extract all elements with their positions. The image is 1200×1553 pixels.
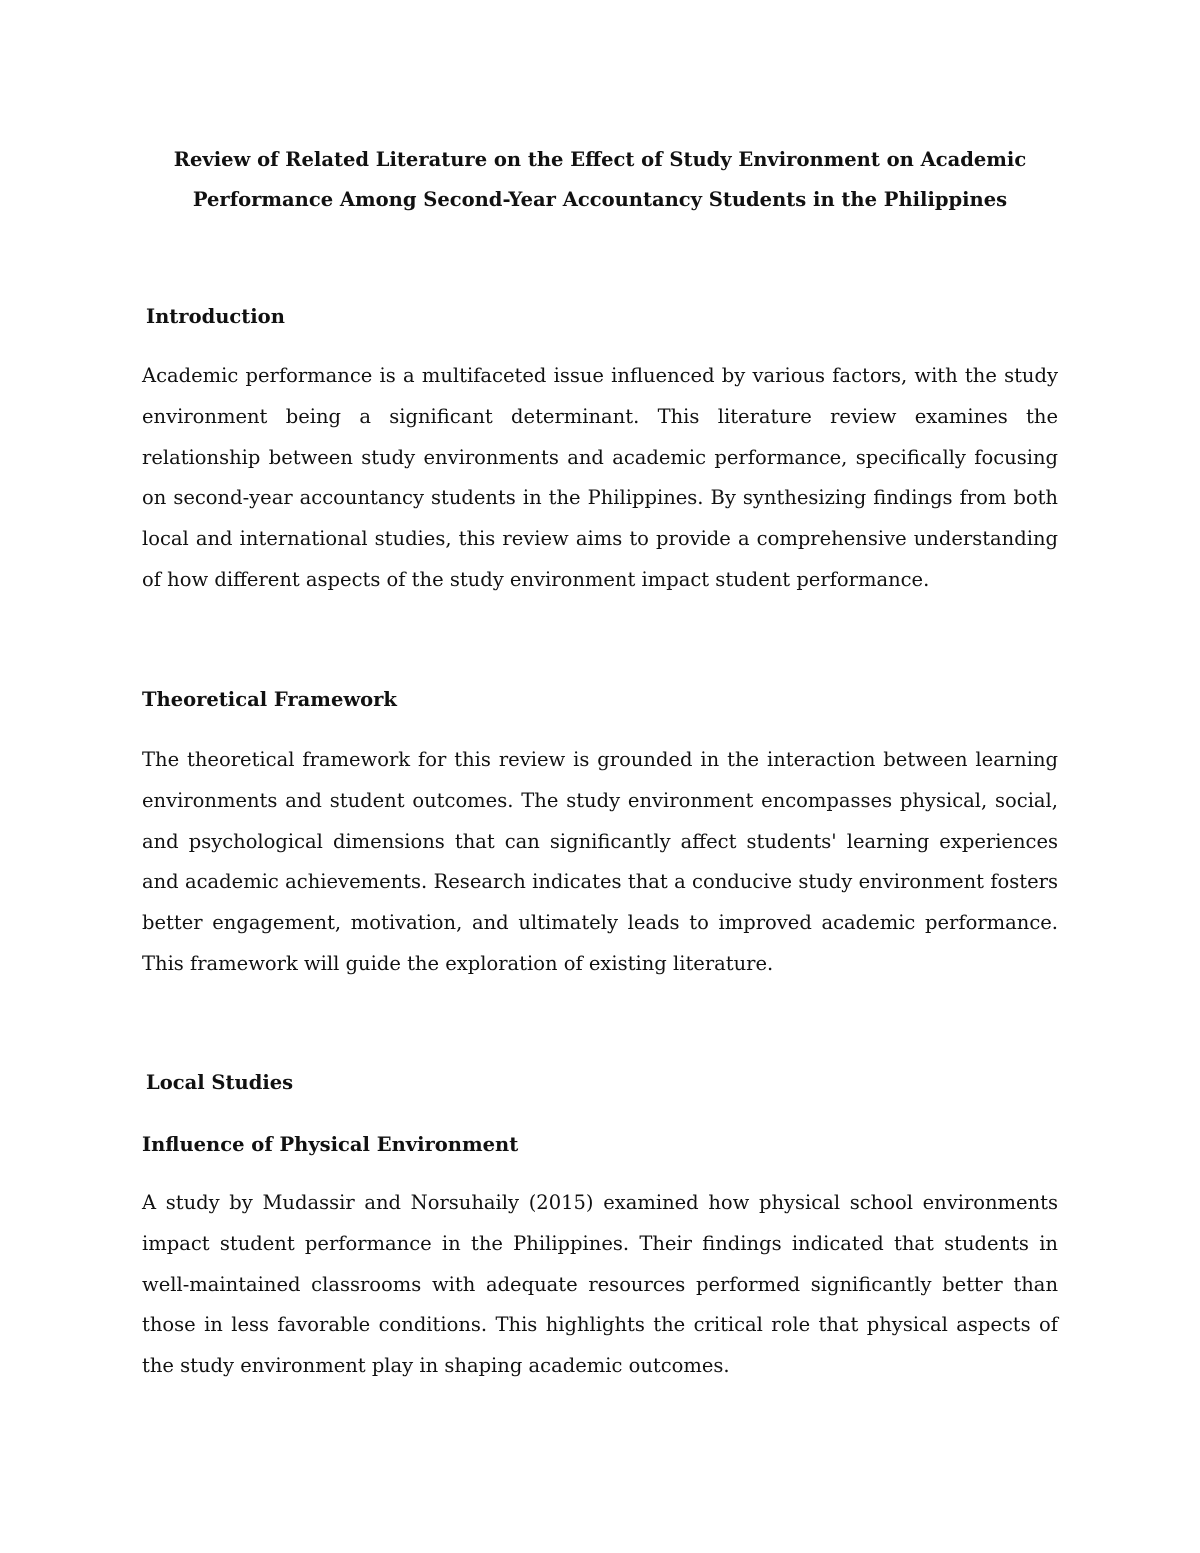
document-title xyxy=(142,140,1058,220)
theoretical-framework-paragraph: The theoretical framework for this review is grounded in the interaction between learning environments and student outcomes. The study environment encompasses physical, social, and psychological dimensions that can significantly affect students' learning experiences and academic achievements. Research indicates that a conducive study environment fosters better engagement, motivation, and ultimately leads to improved academic performance. This framework will guide the exploration of existing literature. xyxy=(142,748,1058,975)
introduction-paragraph: Academic performance is a multifaceted issue influenced by various factors, with the study environment being a significant determinant. This literature review examines the relationship between study environments and academic performance, specifically focusing on second-year accountancy students in the Philippines. By synthesizing findings from both local and international studies, this review aims to provide a comprehensive understanding of how different aspects of the study environment impact student performance. xyxy=(142,364,1058,591)
physical-environment-paragraph: A study by Mudassir and Norsuhaily (2015) examined how physical school environments impact student performance in the Philippines. Their findings indicated that students in well-maintained classrooms with adequate resources performed significantly better than those in less favorable conditions. This highlights the critical role that physical aspects of the study environment play in shaping academic outcomes. xyxy=(142,1191,1058,1378)
introduction-heading: Introduction xyxy=(146,305,285,328)
local-studies-heading: Local Studies xyxy=(146,1071,294,1094)
title-line-2: Performance Among Second-Year Accountancy Students in the Philippines xyxy=(192,188,1008,211)
title-line-1: Review of Related Literature on the Effect of Study Environment on Academic xyxy=(173,148,1027,171)
physical-environment-subheading: Influence of Physical Environment xyxy=(142,1133,519,1156)
theoretical-framework-heading: Theoretical Framework xyxy=(142,688,397,711)
